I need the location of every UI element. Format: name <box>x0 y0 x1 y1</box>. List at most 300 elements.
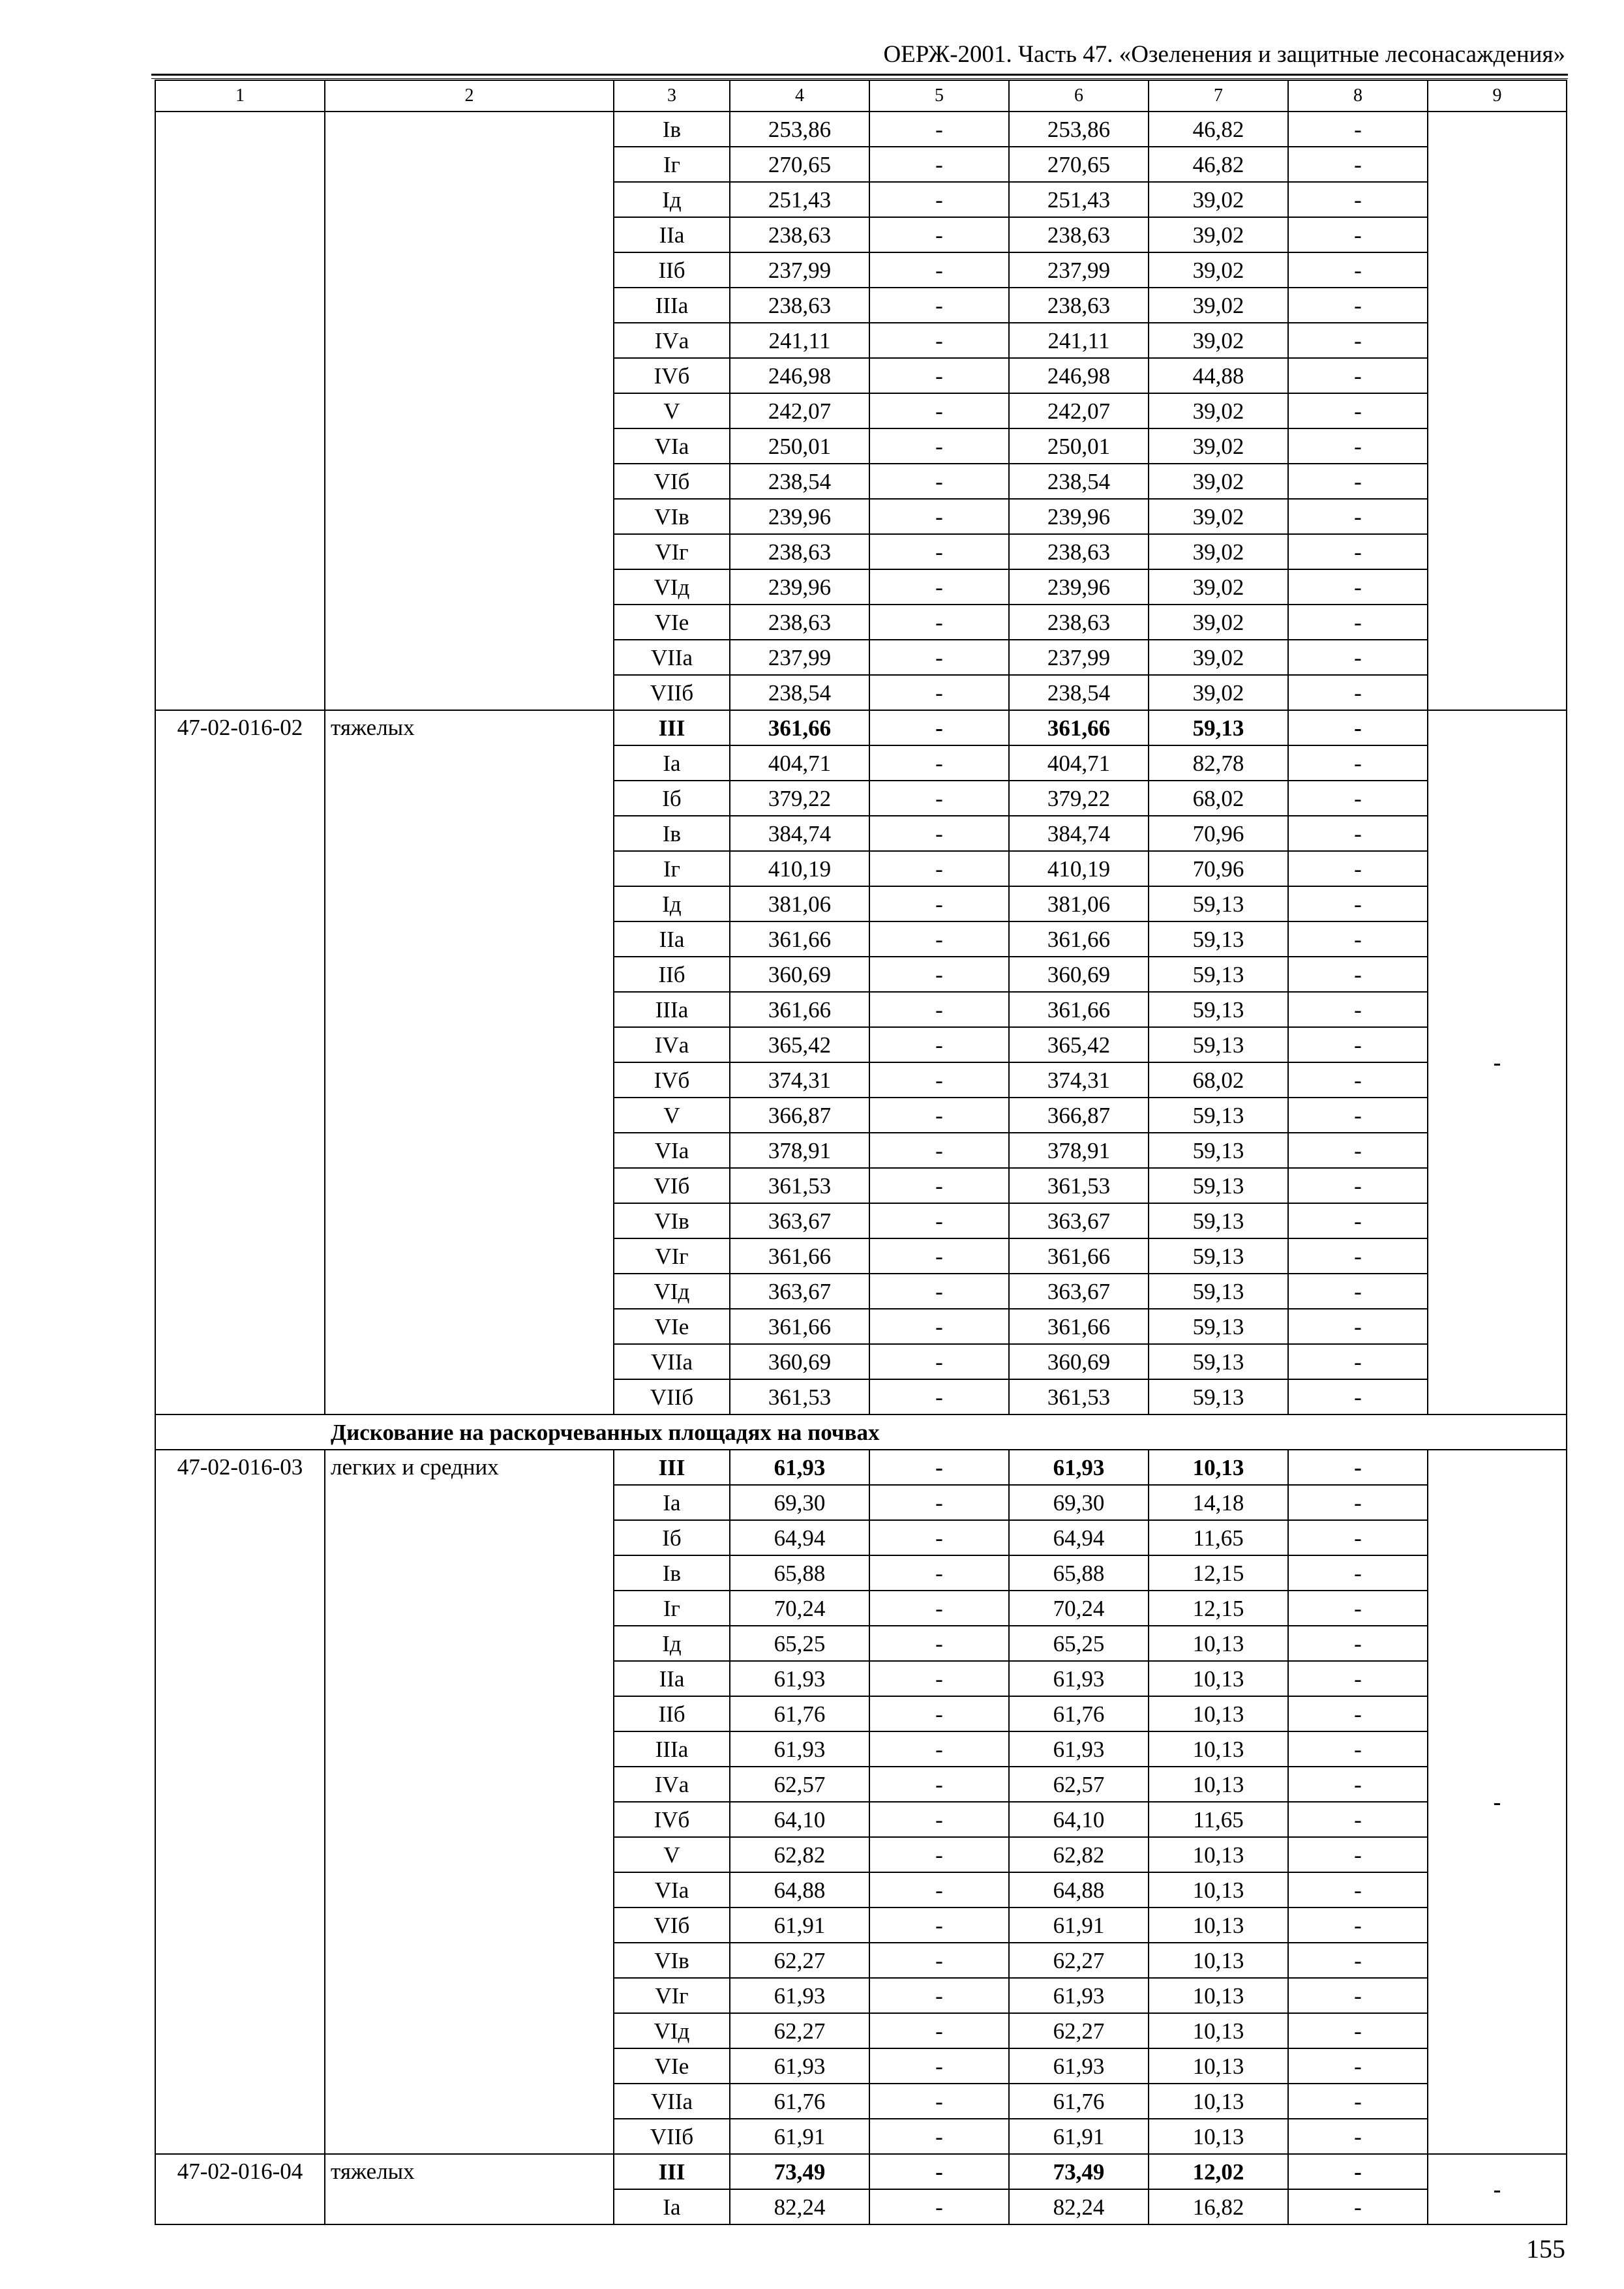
col8-cell: - <box>1288 1203 1428 1238</box>
col7-cell: 59,13 <box>1149 1168 1288 1203</box>
total-cost-cell: 250,01 <box>730 428 869 464</box>
col8-cell: - <box>1288 1555 1428 1591</box>
col8-cell: - <box>1288 1027 1428 1062</box>
col7-cell: 10,13 <box>1149 1696 1288 1731</box>
col8-cell: - <box>1288 428 1428 464</box>
zone-cell: IIа <box>614 1661 730 1696</box>
total-cost-cell: 360,69 <box>730 957 869 992</box>
col8-cell: - <box>1288 921 1428 957</box>
total-cost-cell: 365,42 <box>730 1027 869 1062</box>
total-cost-cell: 61,93 <box>730 2048 869 2084</box>
col8-cell: - <box>1288 112 1428 147</box>
total-cost-cell: 61,76 <box>730 1696 869 1731</box>
rate-code: 47-02-016-03 <box>155 1450 325 2154</box>
zone-cell: VIIа <box>614 2084 730 2119</box>
total-cost-cell: 61,91 <box>730 1908 869 1943</box>
work-description <box>325 112 614 710</box>
col8-cell: - <box>1288 358 1428 393</box>
total-cost-cell: 69,30 <box>730 1485 869 1520</box>
zone-cell: VIIа <box>614 640 730 675</box>
column-number: 2 <box>325 80 614 112</box>
section-title: Дискование на раскорчеванных площадях на почвах <box>155 1414 1567 1450</box>
col5-cell: - <box>869 288 1009 323</box>
col6-cell: 374,31 <box>1009 1062 1149 1098</box>
col6-cell: 62,57 <box>1009 1767 1149 1802</box>
col8-cell: - <box>1288 2119 1428 2154</box>
col5-cell: - <box>869 957 1009 992</box>
col5-cell: - <box>869 569 1009 605</box>
total-cost-cell: 62,27 <box>730 1943 869 1978</box>
col5-cell: - <box>869 1943 1009 1978</box>
table-row <box>155 112 1567 147</box>
col7-cell: 10,13 <box>1149 1767 1288 1802</box>
header-rule-thick <box>151 74 1568 76</box>
col5-cell: - <box>869 499 1009 534</box>
col6-cell: 61,93 <box>1009 1731 1149 1767</box>
col6-cell: 361,66 <box>1009 921 1149 957</box>
col6-cell: 237,99 <box>1009 252 1149 288</box>
col8-cell: - <box>1288 1591 1428 1626</box>
zone-cell: VIв <box>614 1203 730 1238</box>
col6-cell: 65,88 <box>1009 1555 1149 1591</box>
col5-cell: - <box>869 710 1009 745</box>
col6-cell: 239,96 <box>1009 499 1149 534</box>
col7-cell: 39,02 <box>1149 182 1288 217</box>
total-cost-cell: 238,54 <box>730 675 869 710</box>
col7-cell: 59,13 <box>1149 1274 1288 1309</box>
col8-cell: - <box>1288 569 1428 605</box>
total-cost-cell: 379,22 <box>730 781 869 816</box>
col8-cell: - <box>1288 464 1428 499</box>
col8-cell: - <box>1288 252 1428 288</box>
col9-cell: - <box>1428 710 1567 1414</box>
total-cost-cell: 61,93 <box>730 1450 869 1485</box>
total-cost-cell: 62,82 <box>730 1837 869 1872</box>
total-cost-cell: 242,07 <box>730 393 869 428</box>
total-cost-cell: 238,63 <box>730 288 869 323</box>
col6-cell: 238,63 <box>1009 217 1149 252</box>
zone-cell: IIб <box>614 957 730 992</box>
col6-cell: 238,63 <box>1009 605 1149 640</box>
col5-cell: - <box>869 1379 1009 1414</box>
total-cost-cell: 73,49 <box>730 2154 869 2189</box>
col5-cell: - <box>869 640 1009 675</box>
col6-cell: 61,93 <box>1009 1661 1149 1696</box>
total-cost-cell: 239,96 <box>730 569 869 605</box>
col5-cell: - <box>869 992 1009 1027</box>
section-title-row <box>155 1414 1567 1450</box>
col6-cell: 404,71 <box>1009 745 1149 781</box>
col7-cell: 12,15 <box>1149 1591 1288 1626</box>
col8-cell: - <box>1288 675 1428 710</box>
col8-cell: - <box>1288 1696 1428 1731</box>
total-cost-cell: 238,63 <box>730 534 869 569</box>
total-cost-cell: 363,67 <box>730 1203 869 1238</box>
col6-cell: 360,69 <box>1009 957 1149 992</box>
col7-cell: 11,65 <box>1149 1802 1288 1837</box>
zone-cell: Iа <box>614 745 730 781</box>
col8-cell: - <box>1288 2154 1428 2189</box>
total-cost-cell: 237,99 <box>730 252 869 288</box>
col7-cell: 10,13 <box>1149 2119 1288 2154</box>
col5-cell: - <box>869 1027 1009 1062</box>
col8-cell: - <box>1288 1767 1428 1802</box>
col6-cell: 361,66 <box>1009 1238 1149 1274</box>
zone-cell: Iг <box>614 851 730 886</box>
col6-cell: 381,06 <box>1009 886 1149 921</box>
col7-cell: 59,13 <box>1149 1238 1288 1274</box>
page-number: 155 <box>1526 2234 1565 2264</box>
zone-cell: IIб <box>614 1696 730 1731</box>
total-cost-cell: 237,99 <box>730 640 869 675</box>
zone-cell: V <box>614 1837 730 1872</box>
col5-cell: - <box>869 816 1009 851</box>
col5-cell: - <box>869 323 1009 358</box>
col6-cell: 246,98 <box>1009 358 1149 393</box>
col6-cell: 250,01 <box>1009 428 1149 464</box>
col5-cell: - <box>869 1450 1009 1485</box>
total-cost-cell: 62,27 <box>730 2013 869 2048</box>
col7-cell: 10,13 <box>1149 1943 1288 1978</box>
col5-cell: - <box>869 1485 1009 1520</box>
col7-cell: 59,13 <box>1149 1344 1288 1379</box>
total-cost-cell: 82,24 <box>730 2189 869 2224</box>
col8-cell: - <box>1288 147 1428 182</box>
col5-cell: - <box>869 1661 1009 1696</box>
col7-cell: 12,02 <box>1149 2154 1288 2189</box>
zone-cell: III <box>614 2154 730 2189</box>
col8-cell: - <box>1288 745 1428 781</box>
total-cost-cell: 361,53 <box>730 1168 869 1203</box>
col8-cell: - <box>1288 886 1428 921</box>
col6-cell: 379,22 <box>1009 781 1149 816</box>
col8-cell: - <box>1288 1309 1428 1344</box>
total-cost-cell: 64,94 <box>730 1520 869 1555</box>
zone-cell: IVб <box>614 1802 730 1837</box>
col6-cell: 61,76 <box>1009 2084 1149 2119</box>
col7-cell: 70,96 <box>1149 816 1288 851</box>
col7-cell: 59,13 <box>1149 957 1288 992</box>
col7-cell: 39,02 <box>1149 675 1288 710</box>
zone-cell: VIа <box>614 1872 730 1908</box>
col5-cell: - <box>869 2084 1009 2119</box>
zone-cell: VIIб <box>614 1379 730 1414</box>
col5-cell: - <box>869 393 1009 428</box>
col5-cell: - <box>869 675 1009 710</box>
zone-cell: IVб <box>614 358 730 393</box>
col6-cell: 270,65 <box>1009 147 1149 182</box>
total-cost-cell: 378,91 <box>730 1133 869 1168</box>
col8-cell: - <box>1288 851 1428 886</box>
col6-cell: 241,11 <box>1009 323 1149 358</box>
col5-cell: - <box>869 1767 1009 1802</box>
col8-cell: - <box>1288 957 1428 992</box>
column-number: 3 <box>614 80 730 112</box>
col7-cell: 39,02 <box>1149 499 1288 534</box>
zone-cell: VIе <box>614 605 730 640</box>
col7-cell: 39,02 <box>1149 464 1288 499</box>
total-cost-cell: 61,91 <box>730 2119 869 2154</box>
col7-cell: 68,02 <box>1149 1062 1288 1098</box>
col7-cell: 39,02 <box>1149 640 1288 675</box>
zone-cell: VIд <box>614 569 730 605</box>
col6-cell: 361,53 <box>1009 1379 1149 1414</box>
total-cost-cell: 61,93 <box>730 1661 869 1696</box>
col8-cell: - <box>1288 2084 1428 2119</box>
col7-cell: 39,02 <box>1149 534 1288 569</box>
col7-cell: 59,13 <box>1149 710 1288 745</box>
col5-cell: - <box>869 147 1009 182</box>
col5-cell: - <box>869 1802 1009 1837</box>
col8-cell: - <box>1288 1908 1428 1943</box>
col8-cell: - <box>1288 1098 1428 1133</box>
col8-cell: - <box>1288 1731 1428 1767</box>
table-row <box>155 710 1567 745</box>
zone-cell: VIа <box>614 1133 730 1168</box>
col8-cell: - <box>1288 816 1428 851</box>
col6-cell: 253,86 <box>1009 112 1149 147</box>
col6-cell: 251,43 <box>1009 182 1149 217</box>
col8-cell: - <box>1288 2048 1428 2084</box>
col7-cell: 14,18 <box>1149 1485 1288 1520</box>
zone-cell: Iг <box>614 147 730 182</box>
zone-cell: VIе <box>614 2048 730 2084</box>
col7-cell: 39,02 <box>1149 569 1288 605</box>
col6-cell: 365,42 <box>1009 1027 1149 1062</box>
col9-cell: - <box>1428 2154 1567 2224</box>
col5-cell: - <box>869 1731 1009 1767</box>
col5-cell: - <box>869 1098 1009 1133</box>
col7-cell: 82,78 <box>1149 745 1288 781</box>
col5-cell: - <box>869 605 1009 640</box>
total-cost-cell: 246,98 <box>730 358 869 393</box>
total-cost-cell: 239,96 <box>730 499 869 534</box>
col8-cell: - <box>1288 182 1428 217</box>
total-cost-cell: 61,93 <box>730 1731 869 1767</box>
col5-cell: - <box>869 112 1009 147</box>
col5-cell: - <box>869 1520 1009 1555</box>
total-cost-cell: 65,88 <box>730 1555 869 1591</box>
zone-cell: IIб <box>614 252 730 288</box>
col7-cell: 39,02 <box>1149 217 1288 252</box>
col6-cell: 237,99 <box>1009 640 1149 675</box>
col5-cell: - <box>869 1274 1009 1309</box>
col7-cell: 59,13 <box>1149 1027 1288 1062</box>
col6-cell: 360,69 <box>1009 1344 1149 1379</box>
col7-cell: 10,13 <box>1149 2084 1288 2119</box>
col8-cell: - <box>1288 1238 1428 1274</box>
col8-cell: - <box>1288 323 1428 358</box>
zone-cell: Iб <box>614 1520 730 1555</box>
col7-cell: 11,65 <box>1149 1520 1288 1555</box>
zone-cell: VIе <box>614 1309 730 1344</box>
col7-cell: 59,13 <box>1149 992 1288 1027</box>
col7-cell: 39,02 <box>1149 428 1288 464</box>
zone-cell: IIIа <box>614 1731 730 1767</box>
col7-cell: 12,15 <box>1149 1555 1288 1591</box>
table-row <box>155 2154 1567 2189</box>
rate-code <box>155 112 325 710</box>
col5-cell: - <box>869 428 1009 464</box>
col5-cell: - <box>869 182 1009 217</box>
zone-cell: VIIб <box>614 675 730 710</box>
rate-code: 47-02-016-02 <box>155 710 325 1414</box>
col8-cell: - <box>1288 1168 1428 1203</box>
col8-cell: - <box>1288 781 1428 816</box>
col6-cell: 384,74 <box>1009 816 1149 851</box>
zone-cell: VIг <box>614 1978 730 2013</box>
col5-cell: - <box>869 2048 1009 2084</box>
col6-cell: 238,63 <box>1009 534 1149 569</box>
zone-cell: Iг <box>614 1591 730 1626</box>
col5-cell: - <box>869 781 1009 816</box>
col7-cell: 39,02 <box>1149 252 1288 288</box>
col6-cell: 238,63 <box>1009 288 1149 323</box>
zone-cell: Iб <box>614 781 730 816</box>
col7-cell: 59,13 <box>1149 1133 1288 1168</box>
rates-table <box>155 80 1567 2225</box>
col7-cell: 68,02 <box>1149 781 1288 816</box>
total-cost-cell: 64,88 <box>730 1872 869 1908</box>
col6-cell: 363,67 <box>1009 1274 1149 1309</box>
col8-cell: - <box>1288 1485 1428 1520</box>
zone-cell: Iд <box>614 182 730 217</box>
zone-cell: IVб <box>614 1062 730 1098</box>
zone-cell: VIв <box>614 499 730 534</box>
work-description: легких и средних <box>325 1450 614 2154</box>
col7-cell: 10,13 <box>1149 1731 1288 1767</box>
table-row <box>155 1450 1567 1485</box>
zone-cell: Iд <box>614 886 730 921</box>
col8-cell: - <box>1288 1872 1428 1908</box>
col5-cell: - <box>869 1133 1009 1168</box>
col9-cell: - <box>1428 1450 1567 2154</box>
col8-cell: - <box>1288 1344 1428 1379</box>
column-number: 9 <box>1428 80 1567 112</box>
col7-cell: 10,13 <box>1149 2048 1288 2084</box>
col7-cell: 39,02 <box>1149 393 1288 428</box>
col7-cell: 59,13 <box>1149 1379 1288 1414</box>
zone-cell: IVа <box>614 323 730 358</box>
col8-cell: - <box>1288 1943 1428 1978</box>
col6-cell: 61,93 <box>1009 2048 1149 2084</box>
col8-cell: - <box>1288 1450 1428 1485</box>
col6-cell: 410,19 <box>1009 851 1149 886</box>
col6-cell: 62,27 <box>1009 1943 1149 1978</box>
zone-cell: IIIа <box>614 992 730 1027</box>
col5-cell: - <box>869 464 1009 499</box>
col7-cell: 10,13 <box>1149 1661 1288 1696</box>
total-cost-cell: 363,67 <box>730 1274 869 1309</box>
column-number: 8 <box>1288 80 1428 112</box>
zone-cell: VIб <box>614 1908 730 1943</box>
col8-cell: - <box>1288 1661 1428 1696</box>
col8-cell: - <box>1288 1274 1428 1309</box>
column-number: 7 <box>1149 80 1288 112</box>
col5-cell: - <box>869 1626 1009 1661</box>
col8-cell: - <box>1288 1978 1428 2013</box>
total-cost-cell: 238,63 <box>730 605 869 640</box>
col6-cell: 361,53 <box>1009 1168 1149 1203</box>
zone-cell: Iа <box>614 2189 730 2224</box>
col5-cell: - <box>869 886 1009 921</box>
zone-cell: Iа <box>614 1485 730 1520</box>
col8-cell: - <box>1288 2189 1428 2224</box>
col6-cell: 363,67 <box>1009 1203 1149 1238</box>
zone-cell: VIб <box>614 1168 730 1203</box>
zone-cell: V <box>614 1098 730 1133</box>
col7-cell: 10,13 <box>1149 1978 1288 2013</box>
total-cost-cell: 361,53 <box>730 1379 869 1414</box>
zone-cell: Iв <box>614 112 730 147</box>
total-cost-cell: 238,54 <box>730 464 869 499</box>
col5-cell: - <box>869 1837 1009 1872</box>
total-cost-cell: 361,66 <box>730 921 869 957</box>
col6-cell: 64,88 <box>1009 1872 1149 1908</box>
col6-cell: 82,24 <box>1009 2189 1149 2224</box>
col7-cell: 70,96 <box>1149 851 1288 886</box>
col8-cell: - <box>1288 1837 1428 1872</box>
col5-cell: - <box>869 745 1009 781</box>
col5-cell: - <box>869 2154 1009 2189</box>
col5-cell: - <box>869 2119 1009 2154</box>
column-number-row <box>155 80 1567 112</box>
col6-cell: 239,96 <box>1009 569 1149 605</box>
total-cost-cell: 241,11 <box>730 323 869 358</box>
col7-cell: 59,13 <box>1149 921 1288 957</box>
col6-cell: 61,91 <box>1009 2119 1149 2154</box>
zone-cell: III <box>614 710 730 745</box>
col7-cell: 59,13 <box>1149 1098 1288 1133</box>
zone-cell: IVа <box>614 1767 730 1802</box>
total-cost-cell: 361,66 <box>730 1238 869 1274</box>
total-cost-cell: 251,43 <box>730 182 869 217</box>
column-number: 1 <box>155 80 325 112</box>
zone-cell: VIIб <box>614 2119 730 2154</box>
col8-cell: - <box>1288 710 1428 745</box>
total-cost-cell: 64,10 <box>730 1802 869 1837</box>
total-cost-cell: 404,71 <box>730 745 869 781</box>
col5-cell: - <box>869 358 1009 393</box>
col8-cell: - <box>1288 2013 1428 2048</box>
col8-cell: - <box>1288 1802 1428 1837</box>
col5-cell: - <box>869 1978 1009 2013</box>
col6-cell: 238,54 <box>1009 464 1149 499</box>
zone-cell: IVа <box>614 1027 730 1062</box>
zone-cell: IIа <box>614 921 730 957</box>
col5-cell: - <box>869 1555 1009 1591</box>
total-cost-cell: 253,86 <box>730 112 869 147</box>
col5-cell: - <box>869 1168 1009 1203</box>
col6-cell: 64,10 <box>1009 1802 1149 1837</box>
col7-cell: 10,13 <box>1149 2013 1288 2048</box>
col7-cell: 39,02 <box>1149 288 1288 323</box>
col5-cell: - <box>869 2013 1009 2048</box>
col6-cell: 69,30 <box>1009 1485 1149 1520</box>
col6-cell: 361,66 <box>1009 710 1149 745</box>
col7-cell: 59,13 <box>1149 886 1288 921</box>
zone-cell: VIг <box>614 1238 730 1274</box>
col5-cell: - <box>869 2189 1009 2224</box>
col6-cell: 65,25 <box>1009 1626 1149 1661</box>
col6-cell: 61,93 <box>1009 1450 1149 1485</box>
col8-cell: - <box>1288 992 1428 1027</box>
col5-cell: - <box>869 1344 1009 1379</box>
zone-cell: IIа <box>614 217 730 252</box>
total-cost-cell: 361,66 <box>730 992 869 1027</box>
total-cost-cell: 361,66 <box>730 710 869 745</box>
zone-cell: III <box>614 1450 730 1485</box>
